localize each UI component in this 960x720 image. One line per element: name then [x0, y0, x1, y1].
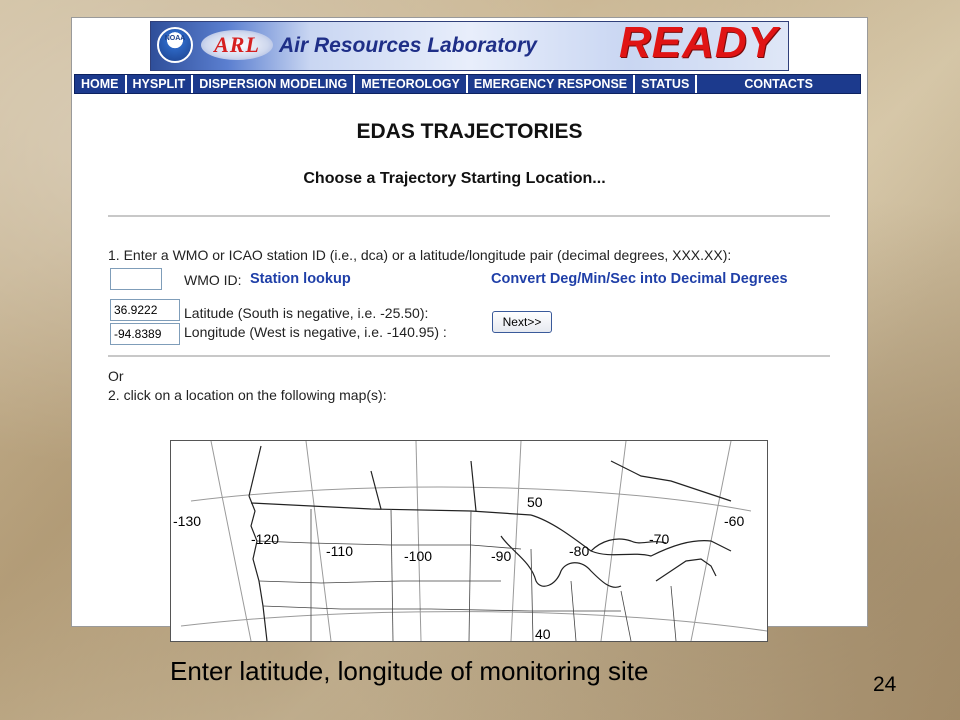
slide-number: 24 [873, 673, 897, 696]
map-gridline [306, 441, 331, 641]
canada-province-line [471, 461, 476, 511]
canada-coastline [249, 446, 261, 496]
map-gridline [211, 441, 251, 641]
nav-meteorology[interactable]: METEOROLOGY [355, 75, 468, 93]
map-lon-label: -100 [404, 548, 433, 564]
nav-hysplit[interactable]: HYSPLIT [127, 75, 194, 93]
main-nav [74, 74, 861, 94]
map-lon-label: -80 [569, 543, 590, 559]
state-line [259, 581, 501, 583]
map-lon-label: -110 [326, 543, 353, 559]
step1-instructions: 1. Enter a WMO or ICAO station ID (i.e., dca) or a latitude/longitude pair (decimal degrees, XXX.XX): [108, 247, 732, 263]
wmo-id-input[interactable] [110, 268, 162, 290]
nav-emergency-response[interactable]: EMERGENCY RESPONSE [468, 75, 635, 93]
next-button[interactable]: Next>> [492, 311, 552, 333]
map-lat-label: 40 [535, 626, 551, 642]
map-lon-label: -60 [724, 513, 745, 529]
map-lon-label: -130 [173, 513, 202, 529]
ready-banner[interactable] [150, 18, 789, 71]
slide-caption: Enter latitude, longitude of monitoring site [170, 656, 649, 686]
map-lon-label: -90 [491, 548, 512, 564]
latitude-label: Latitude (South is negative, i.e. -25.50): [184, 305, 429, 321]
great-lakes-border [531, 515, 731, 556]
state-line [391, 509, 393, 641]
nav-dispersion-modeling[interactable]: DISPERSION MODELING [193, 75, 355, 93]
noaa-logo: NOAA [157, 27, 193, 63]
longitude-input[interactable] [110, 323, 180, 345]
map-gridline [181, 612, 767, 631]
state-line [621, 591, 631, 641]
page-title: EDAS TRAJECTORIES [356, 120, 583, 143]
map-lon-label: -120 [251, 531, 280, 547]
map-lon-label: -70 [649, 531, 670, 547]
arl-logo: ARL [201, 30, 273, 60]
or-label: Or [108, 368, 124, 384]
map-gridline [416, 441, 421, 641]
canada-province-line [371, 471, 381, 509]
station-lookup-link[interactable]: Station lookup [250, 271, 351, 287]
state-line [257, 541, 521, 549]
divider [108, 355, 830, 357]
north-america-map[interactable] [170, 440, 768, 642]
divider [108, 215, 830, 217]
step2-instructions: 2. click on a location on the following map(s): [108, 387, 387, 403]
map-lat-label: 50 [527, 494, 543, 510]
state-line [469, 511, 471, 641]
nav-status[interactable]: STATUS [635, 75, 697, 93]
ready-logo: READY [619, 18, 779, 67]
nav-contacts[interactable]: CONTACTS [744, 77, 813, 91]
great-lakes-shoreline [501, 536, 621, 587]
longitude-label: Longitude (West is negative, i.e. -140.95) : [184, 324, 447, 340]
nav-home[interactable]: HOME [75, 75, 127, 93]
state-line [531, 549, 533, 641]
latitude-input[interactable] [110, 299, 180, 321]
map-graphic [171, 441, 767, 641]
page-subtitle: Choose a Trajectory Starting Location... [303, 170, 606, 187]
lab-name: Air Resources Laboratory [279, 34, 537, 57]
wmo-id-label: WMO ID: [184, 272, 242, 288]
map-gridline [191, 487, 751, 511]
convert-deg-min-sec-link[interactable]: Convert Deg/Min/Sec into Decimal Degrees [491, 271, 788, 287]
state-line [263, 606, 621, 611]
state-line [671, 586, 676, 641]
browser-screenshot [72, 18, 867, 642]
